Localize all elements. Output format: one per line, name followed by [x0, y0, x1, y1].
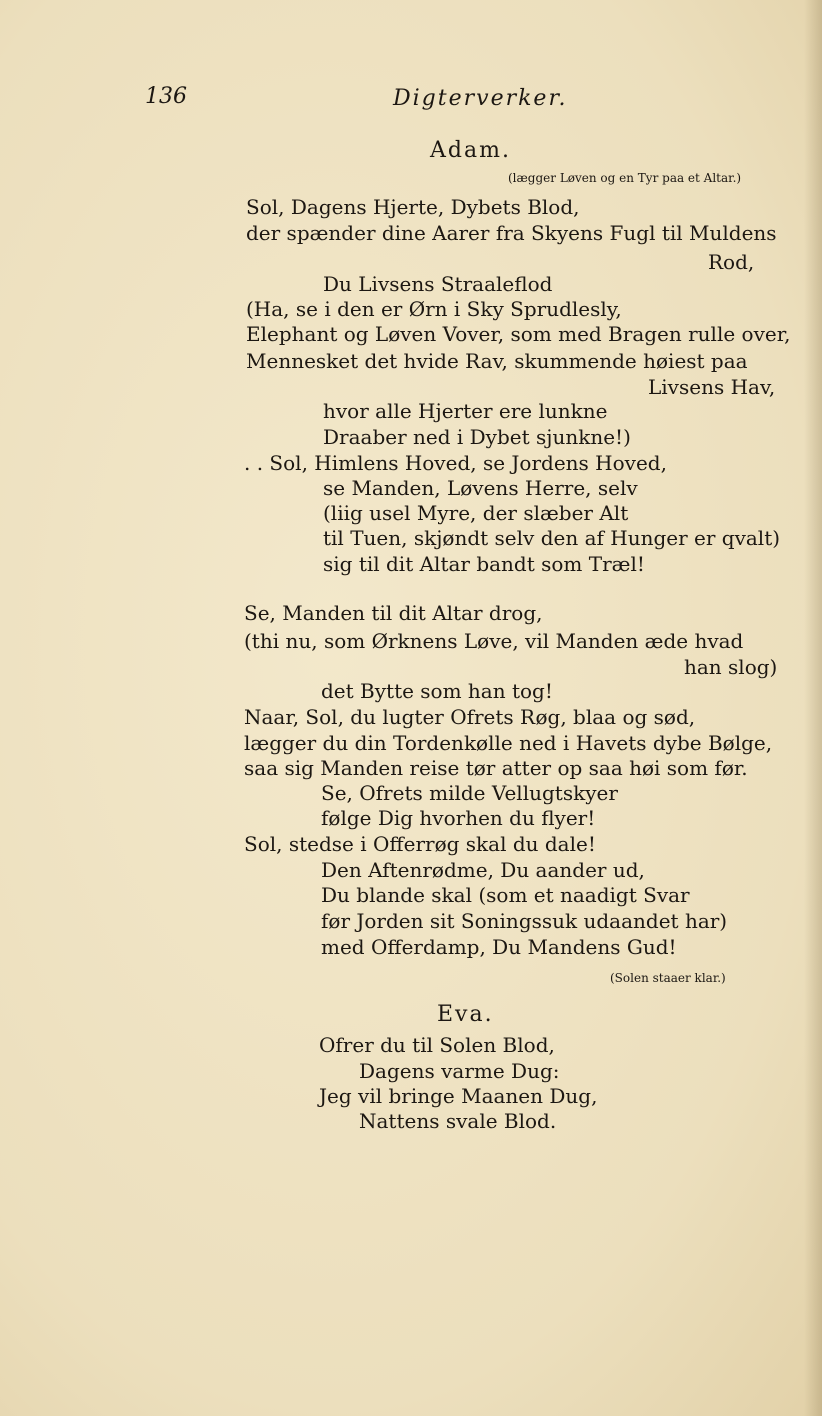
page-number: 136 — [145, 84, 187, 109]
verse-line: Sol, Dagens Hjerte, Dybets Blod, — [246, 195, 580, 219]
verse-line: Livsens Hav, — [648, 375, 776, 399]
verse-line: Se, Manden til dit Altar drog, — [244, 601, 543, 625]
verse-line: han slog) — [684, 655, 778, 679]
verse-line: sig til dit Altar bandt som Træl! — [323, 552, 645, 576]
verse-line: Du Livsens Straaleflod — [323, 272, 553, 296]
verse-line: Jeg vil bringe Maanen Dug, — [319, 1084, 598, 1108]
stage-direction: (lægger Løven og en Tyr paa et Altar.) — [508, 171, 742, 185]
verse-line: Den Aftenrødme, Du aander ud, — [321, 858, 645, 882]
verse-line: Mennesket det hvide Rav, skummende høiest paa — [246, 349, 748, 373]
speaker-eva: Eva. — [437, 1002, 494, 1027]
verse-line: følge Dig hvorhen du flyer! — [321, 806, 596, 830]
closing-stage-direction: (Solen staaer klar.) — [610, 971, 726, 985]
verse-line: (thi nu, som Ørknens Løve, vil Manden æde hvad — [244, 629, 744, 653]
verse-line: Rod, — [708, 250, 755, 274]
verse-line: Draaber ned i Dybet sjunkne!) — [323, 425, 631, 449]
verse-line: saa sig Manden reise tør atter op saa høi som før. — [244, 756, 748, 780]
verse-line: det Bytte som han tog! — [321, 679, 553, 703]
verse-line: Sol, stedse i Offerrøg skal du dale! — [244, 832, 596, 856]
verse-line: til Tuen, skjøndt selv den af Hunger er qvalt) — [323, 526, 781, 550]
verse-line: lægger du din Tordenkølle ned i Havets dybe Bølge, — [244, 731, 773, 755]
verse-line: se Manden, Løvens Herre, selv — [323, 476, 638, 500]
verse-line: Naar, Sol, du lugter Ofrets Røg, blaa og sød, — [244, 705, 696, 729]
verse-line: med Offerdamp, Du Mandens Gud! — [321, 935, 677, 959]
verse-line: Ofrer du til Solen Blod, — [319, 1033, 555, 1057]
verse-line: hvor alle Hjerter ere lunkne — [323, 399, 608, 423]
verse-line: før Jorden sit Soningssuk udaandet har) — [321, 909, 728, 933]
verse-line: (Ha, se i den er Ørn i Sky Sprudlesly, — [246, 297, 622, 321]
verse-line: . . Sol, Himlens Hoved, se Jordens Hoved, — [244, 451, 667, 475]
verse-line: der spænder dine Aarer fra Skyens Fugl til Muldens — [246, 221, 777, 245]
speaker-adam: Adam. — [430, 138, 511, 163]
verse-line: Nattens svale Blod. — [359, 1109, 557, 1133]
verse-line: Se, Ofrets milde Vellugtskyer — [321, 781, 618, 805]
verse-line: Elephant og Løven Vover, som med Bragen rulle over, — [246, 322, 791, 346]
verse-line: (liig usel Myre, der slæber Alt — [323, 501, 629, 525]
verse-line: Dagens varme Dug: — [359, 1059, 560, 1083]
running-header: Digterverker. — [393, 86, 568, 111]
verse-line: Du blande skal (som et naadigt Svar — [321, 883, 690, 907]
page-edge-shadow — [804, 0, 822, 1416]
